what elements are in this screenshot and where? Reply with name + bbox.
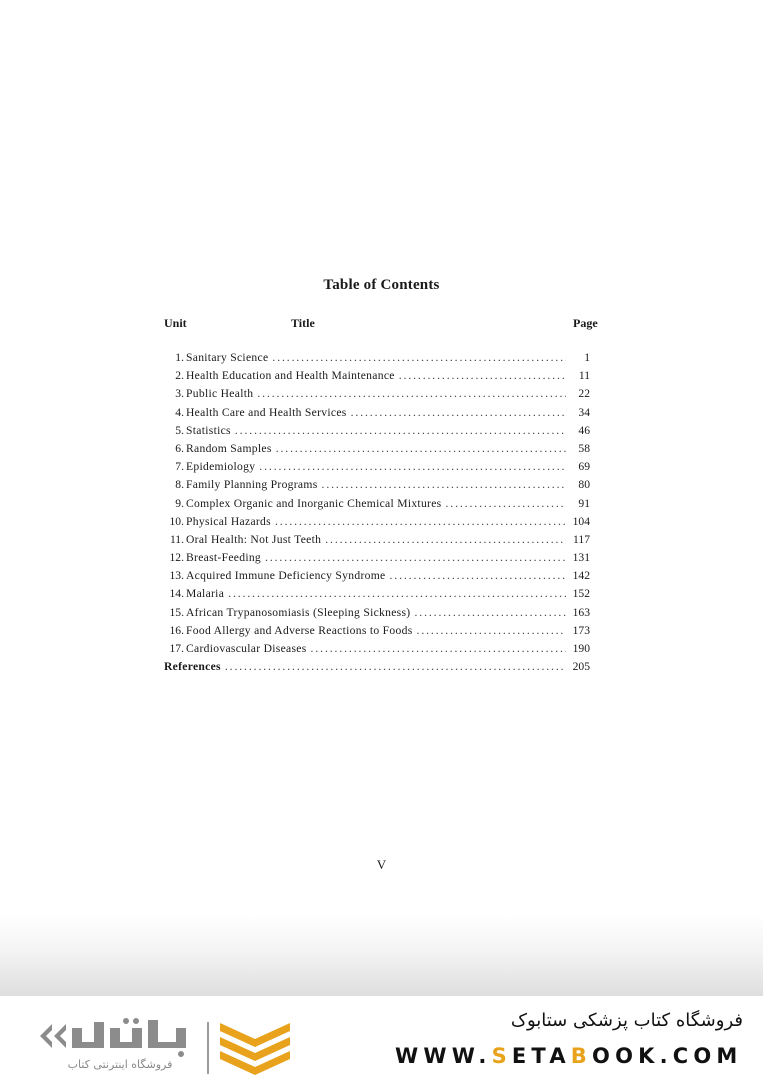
column-header-unit: Unit xyxy=(164,316,187,330)
toc-entry-page: 80 xyxy=(578,478,590,492)
url-part: ETA xyxy=(511,1044,571,1068)
toc-entry[interactable] xyxy=(164,587,600,605)
toc-entry-page: 131 xyxy=(572,551,590,565)
toc-entry-title: Family Planning Programs xyxy=(186,478,318,492)
dot-leader xyxy=(311,642,566,655)
toc-entry-number: 14. xyxy=(169,587,184,601)
toc-entry-page: 152 xyxy=(572,587,590,601)
toc-entry-number: 8. xyxy=(175,478,184,492)
setabook-wordmark-icon xyxy=(36,1014,201,1058)
dot-leader xyxy=(322,478,566,491)
toc-entry-number: 9. xyxy=(175,496,184,510)
dot-leader xyxy=(445,497,566,510)
toc-entry-page: 1 xyxy=(584,351,590,364)
url-accent-letter: B xyxy=(570,1044,593,1068)
toc-entry-title: Sanitary Science xyxy=(186,351,269,364)
toc-entry-number: 7. xyxy=(175,460,184,474)
logo-subtitle: فروشگاه اینترنتی کتاب xyxy=(67,1058,173,1071)
logo-divider xyxy=(207,1022,209,1074)
toc-entry-title: Epidemiology xyxy=(186,460,256,474)
toc-entry-title: Health Education and Health Maintenance xyxy=(186,369,395,383)
toc-entry-page: 69 xyxy=(578,460,590,474)
toc-entry-page: 190 xyxy=(572,642,590,655)
toc-entry[interactable] xyxy=(164,642,600,660)
toc-entry-page: 117 xyxy=(573,532,590,546)
toc-entry[interactable] xyxy=(164,478,600,496)
toc-entry[interactable] xyxy=(164,460,600,478)
dot-leader xyxy=(257,387,566,400)
toc-entry[interactable] xyxy=(164,497,600,515)
dot-leader xyxy=(414,606,566,619)
toc-entry-number: 5. xyxy=(175,423,184,437)
toc-entry-page: 163 xyxy=(572,605,590,619)
toc-list xyxy=(164,351,600,678)
toc-entry-page: 91 xyxy=(578,496,590,510)
toc-entry-page: 142 xyxy=(572,569,590,583)
toc-entry-number: 12. xyxy=(169,551,184,565)
toc-entry-number: 1. xyxy=(175,351,184,364)
toc-entry-number: 3. xyxy=(175,387,184,401)
column-header-page: Page xyxy=(573,316,598,330)
toc-entry[interactable] xyxy=(164,442,600,460)
dot-leader xyxy=(399,369,566,382)
toc-entry[interactable] xyxy=(164,351,600,369)
dot-leader xyxy=(259,460,566,473)
url-accent-letter: S xyxy=(491,1044,512,1068)
toc-entry-number: 10. xyxy=(169,514,184,528)
store-url[interactable] xyxy=(395,1044,743,1068)
toc-entry-number: 15. xyxy=(169,605,184,619)
toc-entry[interactable] xyxy=(164,606,600,624)
toc-entry-number: 11. xyxy=(169,532,184,546)
toc-entry-page: 173 xyxy=(572,623,590,637)
dot-leader xyxy=(417,624,566,637)
page-number: V xyxy=(376,857,387,872)
toc-entry-number: 4. xyxy=(175,405,184,419)
toc-heading: Table of Contents xyxy=(323,277,440,293)
toc-entry-title: Acquired Immune Deficiency Syndrome xyxy=(186,569,386,583)
toc-entry-title: Physical Hazards xyxy=(186,514,271,528)
toc-entry-page: 46 xyxy=(578,423,590,437)
toc-entry-number: 2. xyxy=(175,369,184,383)
store-name: فروشگاه کتاب پزشکی ستابوک xyxy=(510,1010,743,1031)
toc-entry[interactable] xyxy=(164,551,600,569)
toc-entry[interactable] xyxy=(164,624,600,642)
toc-entry-page: 205 xyxy=(572,660,590,674)
toc-entry-title: Complex Organic and Inorganic Chemical Mixtures xyxy=(186,496,442,510)
column-header-title: Title xyxy=(291,316,315,330)
toc-entry-page: 11 xyxy=(578,369,590,383)
toc-entry-title: Breast-Feeding xyxy=(186,551,262,565)
dot-leader xyxy=(272,351,566,364)
toc-entry[interactable] xyxy=(164,424,600,442)
dot-leader xyxy=(351,406,566,419)
toc-references-row[interactable] xyxy=(164,660,600,678)
dot-leader xyxy=(325,533,566,546)
toc-entry-number: 6. xyxy=(175,441,184,455)
toc-entry-title: References xyxy=(164,660,221,674)
url-part: WWW. xyxy=(395,1044,492,1068)
toc-entry-title: Statistics xyxy=(186,423,231,437)
toc-entry-number: 17. xyxy=(169,642,184,655)
toc-entry[interactable] xyxy=(164,369,600,387)
toc-entry-page: 34 xyxy=(578,405,590,419)
url-part: OOK.COM xyxy=(592,1044,743,1068)
book-stack-icon xyxy=(216,1017,294,1077)
dot-leader xyxy=(276,442,566,455)
toc-entry-title: Random Samples xyxy=(186,441,272,455)
toc-entry-title: Oral Health: Not Just Teeth xyxy=(186,532,322,546)
toc-entry[interactable] xyxy=(164,406,600,424)
toc-entry-page: 58 xyxy=(578,441,590,455)
toc-entry-title: Food Allergy and Adverse Reactions to Foods xyxy=(186,623,413,637)
toc-entry-title: Public Health xyxy=(186,387,254,401)
toc-entry-title: Health Care and Health Services xyxy=(186,405,347,419)
dot-leader xyxy=(389,569,566,582)
toc-entry-page: 104 xyxy=(572,514,590,528)
toc-entry-page: 22 xyxy=(578,387,590,401)
toc-entry[interactable] xyxy=(164,387,600,405)
dot-leader xyxy=(235,424,566,437)
toc-entry[interactable] xyxy=(164,569,600,587)
toc-entry-number: 16. xyxy=(169,623,184,637)
page-bottom-shadow xyxy=(0,915,763,997)
toc-entry-title: Cardiovascular Diseases xyxy=(186,642,307,655)
dot-leader xyxy=(228,587,566,600)
toc-entry[interactable] xyxy=(164,515,600,533)
toc-entry-title: Malaria xyxy=(186,587,225,601)
dot-leader xyxy=(275,515,566,528)
dot-leader xyxy=(265,551,566,564)
dot-leader xyxy=(225,660,566,673)
toc-entry-number: 13. xyxy=(169,569,184,583)
toc-entry-title: African Trypanosomiasis (Sleeping Sickness) xyxy=(186,605,411,619)
toc-entry[interactable] xyxy=(164,533,600,551)
